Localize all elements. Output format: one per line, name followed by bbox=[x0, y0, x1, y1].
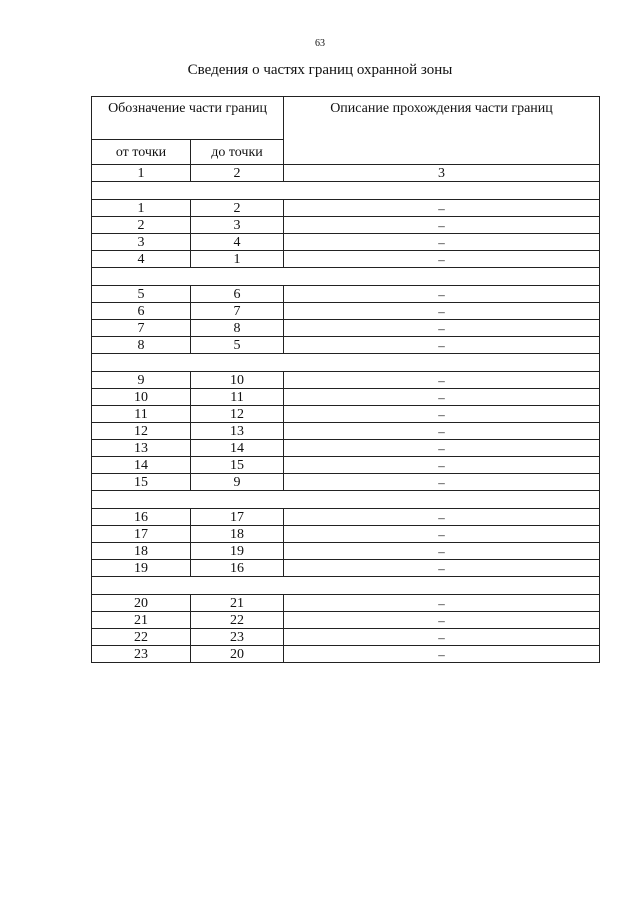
table-row bbox=[92, 612, 600, 629]
description-cell: – bbox=[284, 612, 600, 629]
table-row bbox=[92, 303, 600, 320]
column-number: 2 bbox=[191, 165, 284, 182]
contour-separator-row bbox=[92, 577, 600, 595]
to-point-cell: 21 bbox=[191, 595, 284, 612]
from-point-cell: 2 bbox=[92, 217, 191, 234]
page-number: 63 bbox=[315, 38, 325, 49]
contour-separator-cell bbox=[92, 491, 600, 509]
description-cell: – bbox=[284, 234, 600, 251]
table-row bbox=[92, 474, 600, 491]
description-cell: – bbox=[284, 595, 600, 612]
table-row bbox=[92, 337, 600, 354]
description-cell: – bbox=[284, 543, 600, 560]
to-point-cell: 1 bbox=[191, 251, 284, 268]
from-point-cell: 17 bbox=[92, 526, 191, 543]
column-number: 1 bbox=[92, 165, 191, 182]
to-point-cell: 11 bbox=[191, 389, 284, 406]
from-point-cell: 11 bbox=[92, 406, 191, 423]
description-header: Описание прохождения части границ bbox=[284, 97, 600, 165]
table-row bbox=[92, 234, 600, 251]
to-point-cell: 16 bbox=[191, 560, 284, 577]
to-point-cell: 22 bbox=[191, 612, 284, 629]
to-point-cell: 23 bbox=[191, 629, 284, 646]
from-point-cell: 15 bbox=[92, 474, 191, 491]
description-cell: – bbox=[284, 457, 600, 474]
table-row bbox=[92, 286, 600, 303]
from-point-cell: 4 bbox=[92, 251, 191, 268]
to-point-cell: 19 bbox=[191, 543, 284, 560]
to-point-cell: 5 bbox=[191, 337, 284, 354]
description-cell: – bbox=[284, 200, 600, 217]
from-point-cell: 14 bbox=[92, 457, 191, 474]
to-point-cell: 13 bbox=[191, 423, 284, 440]
column-number: 3 bbox=[284, 165, 600, 182]
contour-separator-cell bbox=[92, 354, 600, 372]
table-row bbox=[92, 509, 600, 526]
from-point-cell: 16 bbox=[92, 509, 191, 526]
to-point-cell: 15 bbox=[191, 457, 284, 474]
contour-separator-row bbox=[92, 491, 600, 509]
boundary-designation-header: Обозначение части границ bbox=[92, 97, 284, 140]
from-point-cell: 7 bbox=[92, 320, 191, 337]
from-point-cell: 5 bbox=[92, 286, 191, 303]
table-row bbox=[92, 595, 600, 612]
from-point-cell: 21 bbox=[92, 612, 191, 629]
from-point-cell: 12 bbox=[92, 423, 191, 440]
description-cell: – bbox=[284, 509, 600, 526]
description-cell: – bbox=[284, 251, 600, 268]
to-point-cell: 9 bbox=[191, 474, 284, 491]
description-cell: – bbox=[284, 423, 600, 440]
header-row bbox=[92, 97, 600, 140]
to-point-cell: 7 bbox=[191, 303, 284, 320]
description-cell: – bbox=[284, 337, 600, 354]
to-point-header: до точки bbox=[191, 140, 284, 165]
description-cell: – bbox=[284, 646, 600, 663]
to-point-cell: 4 bbox=[191, 234, 284, 251]
to-point-cell: 10 bbox=[191, 372, 284, 389]
from-point-cell: 19 bbox=[92, 560, 191, 577]
table-row bbox=[92, 560, 600, 577]
from-point-cell: 23 bbox=[92, 646, 191, 663]
table-row bbox=[92, 457, 600, 474]
description-cell: – bbox=[284, 303, 600, 320]
to-point-cell: 20 bbox=[191, 646, 284, 663]
from-point-header: от точки bbox=[92, 140, 191, 165]
to-point-cell: 14 bbox=[191, 440, 284, 457]
description-cell: – bbox=[284, 217, 600, 234]
contour-separator-row bbox=[92, 354, 600, 372]
contour-separator-row bbox=[92, 182, 600, 200]
to-point-cell: 12 bbox=[191, 406, 284, 423]
from-point-cell: 20 bbox=[92, 595, 191, 612]
to-point-cell: 2 bbox=[191, 200, 284, 217]
from-point-cell: 9 bbox=[92, 372, 191, 389]
from-point-cell: 3 bbox=[92, 234, 191, 251]
from-point-cell: 8 bbox=[92, 337, 191, 354]
table-row bbox=[92, 629, 600, 646]
from-point-cell: 13 bbox=[92, 440, 191, 457]
to-point-cell: 3 bbox=[191, 217, 284, 234]
document-title: Сведения о частях границ охранной зоны bbox=[187, 62, 453, 78]
table-row bbox=[92, 200, 600, 217]
from-point-cell: 22 bbox=[92, 629, 191, 646]
contour-separator-cell bbox=[92, 268, 600, 286]
to-point-cell: 8 bbox=[191, 320, 284, 337]
table-row bbox=[92, 217, 600, 234]
description-cell: – bbox=[284, 629, 600, 646]
from-point-cell: 18 bbox=[92, 543, 191, 560]
description-cell: – bbox=[284, 526, 600, 543]
description-cell: – bbox=[284, 389, 600, 406]
description-cell: – bbox=[284, 560, 600, 577]
table-row bbox=[92, 320, 600, 337]
table-row bbox=[92, 406, 600, 423]
description-cell: – bbox=[284, 406, 600, 423]
from-point-cell: 1 bbox=[92, 200, 191, 217]
description-cell: – bbox=[284, 286, 600, 303]
description-cell: – bbox=[284, 440, 600, 457]
contour-separator-row bbox=[92, 268, 600, 286]
table-row bbox=[92, 543, 600, 560]
to-point-cell: 17 bbox=[191, 509, 284, 526]
table-row bbox=[92, 251, 600, 268]
to-point-cell: 18 bbox=[191, 526, 284, 543]
table-row bbox=[92, 440, 600, 457]
boundary-parts-table bbox=[91, 96, 600, 663]
description-cell: – bbox=[284, 372, 600, 389]
table-row bbox=[92, 423, 600, 440]
table-body bbox=[92, 97, 600, 663]
contour-separator-cell bbox=[92, 182, 600, 200]
to-point-cell: 6 bbox=[191, 286, 284, 303]
table-row bbox=[92, 389, 600, 406]
table-row bbox=[92, 646, 600, 663]
contour-separator-cell bbox=[92, 577, 600, 595]
from-point-cell: 10 bbox=[92, 389, 191, 406]
table-row bbox=[92, 372, 600, 389]
column-number-row bbox=[92, 165, 600, 182]
from-point-cell: 6 bbox=[92, 303, 191, 320]
table-row bbox=[92, 526, 600, 543]
description-cell: – bbox=[284, 320, 600, 337]
description-cell: – bbox=[284, 474, 600, 491]
